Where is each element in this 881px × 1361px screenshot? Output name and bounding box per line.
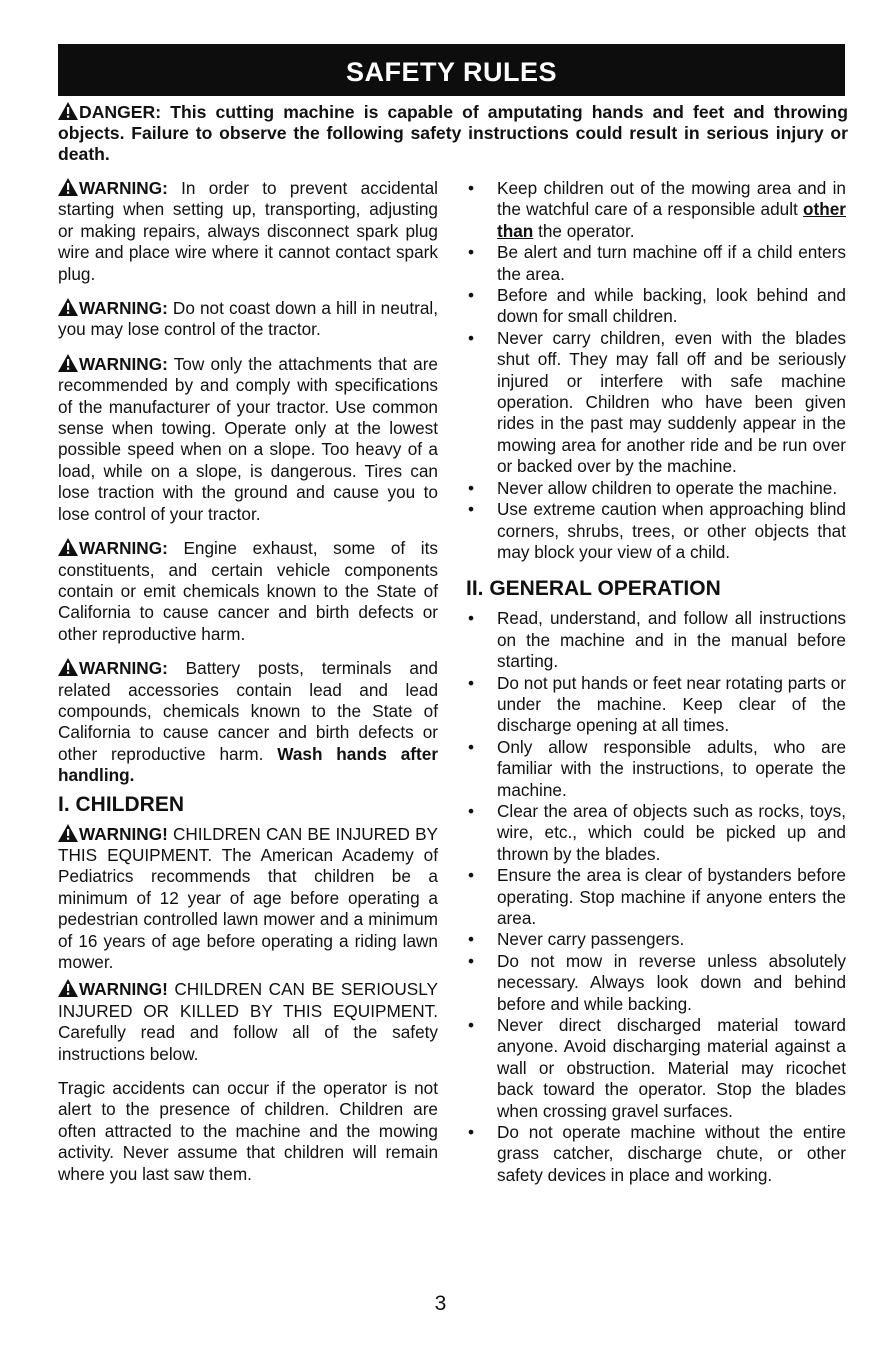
warning-triangle-icon xyxy=(58,824,78,842)
children-bullet-list xyxy=(466,178,846,563)
general-bullet-list xyxy=(466,608,846,1186)
list-item xyxy=(466,1015,846,1122)
bullet-text: Read, understand, and follow all instructions on the machine and in the manual before starting. xyxy=(497,608,846,672)
bullet-text: Use extreme caution when approaching blind corners, shrubs, trees, or other objects that may block your view of a child. xyxy=(497,499,846,562)
children-warning-paragraph xyxy=(58,979,438,1065)
bullet-icon: • xyxy=(467,178,475,198)
bullet-text: Never direct discharged material toward anyone. Avoid discharging material against a wall or obstruction. Material may ricochet back toward the operator. Stop the blades when crossing gravel surfaces. xyxy=(497,1015,846,1121)
left-column xyxy=(58,178,438,1198)
bullet-text: Be alert and turn machine off if a child enters the area. xyxy=(497,242,846,284)
warning-paragraph xyxy=(58,298,438,341)
list-item xyxy=(466,673,846,737)
bullet-text: Do not put hands or feet near rotating parts or under the machine. Keep clear of the discharge opening at all times. xyxy=(497,672,846,736)
bullet-text: Never allow children to operate the machine. xyxy=(497,477,838,498)
bullet-text: Keep children out of the mowing area and in the watchful care of a responsible adult xyxy=(497,178,846,220)
battery-warning-paragraph xyxy=(58,658,438,786)
right-column xyxy=(466,178,846,1186)
bullet-icon: • xyxy=(467,672,475,693)
list-item xyxy=(466,951,846,1015)
page-title: SAFETY RULES xyxy=(58,44,845,96)
warning-triangle-icon xyxy=(58,658,78,676)
warning-triangle-icon xyxy=(58,979,78,997)
bullet-icon: • xyxy=(467,736,475,757)
list-item xyxy=(466,929,846,950)
warning-paragraph xyxy=(58,538,438,645)
list-item xyxy=(466,801,846,865)
bullet-icon: • xyxy=(467,499,475,520)
warning-label: WARNING! xyxy=(79,823,168,844)
list-item xyxy=(466,737,846,801)
warning-triangle-icon xyxy=(58,298,78,316)
children-heading: I. CHILDREN xyxy=(58,792,184,816)
warning-text: Tow only the attachments that are recommended by and comply with specifications of the manufacturer of your tractor. Use common sense when towing. Operate only at the lowest possible speed when on a slope. Too heavy of a load, while on a slope, is dangerous. Tires can lose traction with the ground and cause you to lose control of your tractor. xyxy=(58,353,438,524)
bullet-icon: • xyxy=(467,800,475,821)
list-item xyxy=(466,242,846,285)
list-item xyxy=(466,1122,846,1186)
warning-text: Battery posts, terminals and related accessories contain lead and lead compounds, chemicals known to the State of California to cause cancer and birth defects or other reproductive harm. xyxy=(58,658,438,764)
emphasis-other-than: other than xyxy=(497,199,846,241)
list-item xyxy=(466,285,846,328)
warning-text: CHILDREN CAN BE INJURED BY THIS EQUIPMENT. The American Academy of Pediatrics recommends that children be a minimum of 12 year of age before operating a pedestrian controlled lawn mower and a minimum of 16 years of age before operating a riding lawn mower. xyxy=(58,823,439,972)
warning-paragraph xyxy=(58,178,438,285)
bullet-text: Clear the area of objects such as rocks, toys, wire, etc., which could be picked up and thrown by the blades. xyxy=(497,800,846,864)
bullet-text: Only allow responsible adults, who are familiar with the instructions, to operate the machine. xyxy=(497,736,846,800)
bullet-text: Never carry children, even with the blades shut off. They may fall off and be seriously injured or interfere with safe machine operation. Children who have been given rides in the past may suddenly appear in the mowing area for another ride and be run over or backed over by the machine. xyxy=(497,327,846,477)
warning-triangle-icon xyxy=(58,102,78,120)
bullet-icon: • xyxy=(467,950,475,971)
page-number: 3 xyxy=(434,1292,447,1315)
bullet-icon: • xyxy=(467,608,475,629)
warning-text: In order to prevent accidental starting when setting up, transporting, adjusting or making repairs, always disconnect spark plug wire and place wire where it cannot contact spark plug. xyxy=(58,178,438,284)
list-item xyxy=(466,178,846,242)
bullet-icon: • xyxy=(467,865,475,886)
warning-label: WARNING: xyxy=(79,658,168,679)
bullet-icon: • xyxy=(467,327,475,348)
warning-label: WARNING! xyxy=(79,979,168,1000)
bullet-text: Ensure the area is clear of bystanders before operating. Stop machine if anyone enters the area. xyxy=(497,865,846,928)
warning-paragraph xyxy=(58,354,438,525)
warning-label: WARNING: xyxy=(79,538,168,559)
bullet-text: Do not mow in reverse unless absolutely necessary. Always look down and behind before and while backing. xyxy=(497,950,846,1014)
bullet-icon: • xyxy=(467,929,475,950)
warning-text: Do not coast down a hill in neutral, you may lose control of the tractor. xyxy=(58,298,438,340)
bullet-icon: • xyxy=(467,1122,475,1143)
list-item xyxy=(466,499,846,563)
warning-triangle-icon xyxy=(58,354,78,372)
bullet-text: Before and while backing, look behind and down for small children. xyxy=(497,285,846,327)
warning-label: WARNING: xyxy=(79,353,168,374)
bullet-text: Do not operate machine without the entire grass catcher, discharge chute, or other safety devices in place and working. xyxy=(497,1122,846,1185)
danger-text: This cutting machine is capable of amputating hands and feet and throwing objects. Failure to observe the following safety instructions could result in serious injury or death. xyxy=(58,102,849,164)
bullet-text: the operator. xyxy=(538,220,635,241)
warning-label: WARNING: xyxy=(79,298,168,319)
warning-triangle-icon xyxy=(58,538,78,556)
bullet-text: Never carry passengers. xyxy=(497,929,685,950)
bullet-icon: • xyxy=(467,1015,475,1036)
warning-text: CHILDREN CAN BE SERIOUSLY INJURED OR KILLED BY THIS EQUIPMENT. Carefully read and follow all of the safety instructions below. xyxy=(58,979,439,1064)
danger-label: DANGER: xyxy=(79,102,162,122)
list-item xyxy=(466,478,846,499)
list-item xyxy=(466,328,846,478)
tragic-accidents-paragraph: Tragic accidents can occur if the operator is not alert to the presence of children. Children are often attracted to the machine and the mowing activity. Never assume that children will remain where you last saw them. xyxy=(58,1078,438,1184)
warning-text: Engine exhaust, some of its constituents, and certain vehicle components contain or emit chemicals known to the State of California to cause cancer and birth defects or other reproductive harm. xyxy=(58,538,438,644)
general-operation-heading: II. GENERAL OPERATION xyxy=(466,577,721,601)
warning-label: WARNING: xyxy=(79,178,168,198)
danger-statement xyxy=(58,102,848,165)
bullet-icon: • xyxy=(467,285,475,306)
bullet-icon: • xyxy=(467,477,475,498)
warning-triangle-icon xyxy=(58,178,78,196)
bullet-icon: • xyxy=(467,242,475,263)
list-item xyxy=(466,865,846,929)
wash-hands-note: Wash hands after handling. xyxy=(58,743,439,786)
children-warning-paragraph xyxy=(58,824,438,974)
list-item xyxy=(466,608,846,672)
